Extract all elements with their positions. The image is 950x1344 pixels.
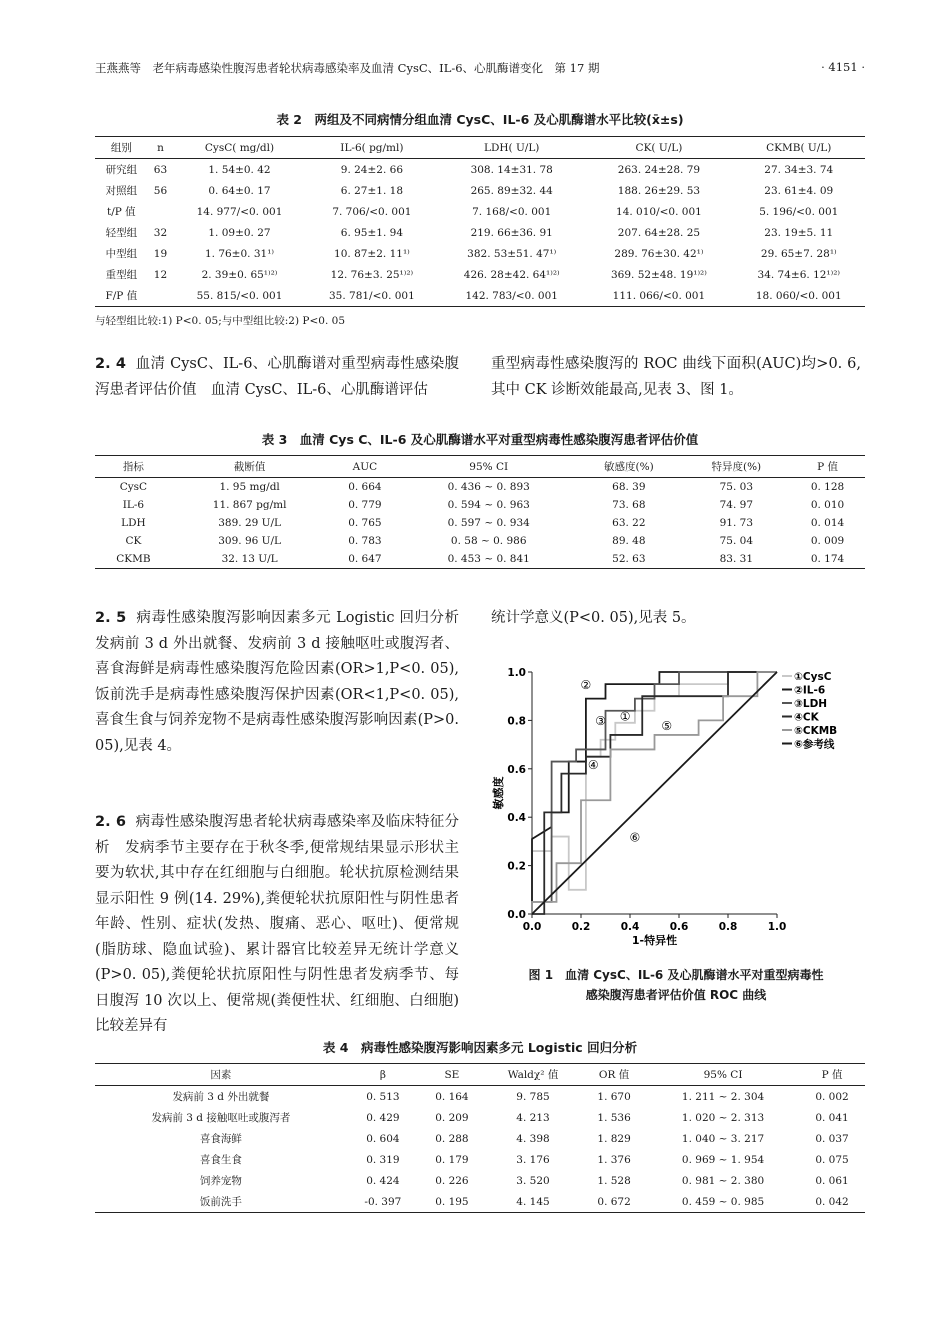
table3-cell: CKMB [95, 550, 172, 569]
table3-cell: 0. 594 ~ 0. 963 [447, 499, 530, 511]
table4-cell: 9. 785 [516, 1090, 550, 1103]
table4-cell: 0. 209 [435, 1111, 469, 1124]
table2-row [95, 243, 865, 264]
table3-caption: 表 3 血清 Cys C、IL-6 及心肌酶谱水平对重型病毒性感染腹泻患者评估价值 [261, 432, 699, 447]
legend-entry: ⑤CKMB [794, 725, 838, 737]
table4-cell: 发病前 3 d 外出就餐 [172, 1091, 270, 1103]
table3-cell: 74. 97 [719, 499, 754, 511]
table2-row [95, 264, 865, 285]
table3-cell: 0. 128 [810, 481, 845, 493]
table2-cell: 研究组 [105, 164, 138, 176]
table3-cell: CysC [119, 481, 148, 493]
table3-cell: 0. 647 [327, 550, 402, 569]
table2-cell [148, 201, 174, 222]
table2-row [95, 180, 865, 201]
table4-cell: 1. 211 ~ 2. 304 [681, 1090, 765, 1103]
table2-cell: 7. 168/<0. 001 [472, 205, 552, 218]
table3-cell: 0. 436 ~ 0. 893 [447, 481, 530, 493]
table4-cell: 4. 398 [516, 1132, 550, 1145]
table2-header-cell: CysC( mg/dl) [173, 137, 305, 159]
table3 [95, 455, 865, 569]
table4-header-cell: SE [419, 1064, 485, 1086]
table4-row [95, 1128, 865, 1149]
table4-header-cell: 因素 [95, 1064, 347, 1086]
table2-header-cell: CKMB( U/L) [733, 137, 865, 159]
table4-cell: 0. 037 [815, 1132, 849, 1145]
table3-row [95, 550, 865, 569]
table2-cell: 29. 65±7. 28¹⁾ [760, 247, 837, 260]
table4-cell: 0. 061 [815, 1174, 849, 1187]
table4-cell: -0. 397 [347, 1191, 419, 1213]
table2-cell: 308. 14±31. 78 [470, 163, 553, 176]
table2-cell: 2. 39±0. 65¹⁾²⁾ [201, 268, 278, 281]
roc-series-marker: ④ [587, 757, 599, 772]
table3-header-cell: 指标 [95, 456, 172, 478]
table2-row [95, 285, 865, 307]
table4-header-cell: β [347, 1064, 419, 1086]
legend-entry: ③LDH [794, 698, 828, 710]
table4-cell: 发病前 3 d 接触呕吐或腹泻者 [151, 1112, 291, 1124]
table2-cell: 14. 977/<0. 001 [196, 205, 283, 218]
figure1-caption-line1: 图 1 血清 CysC、IL-6 及心肌酶谱水平对重型病毒性 [528, 968, 824, 982]
section-2-5 [95, 606, 474, 759]
table2-cell: 111. 066/<0. 001 [585, 285, 732, 307]
table4-cell: 0. 513 [366, 1090, 400, 1103]
table3-cell: 0. 014 [810, 517, 845, 529]
y-tick-label: 0.6 [507, 763, 526, 776]
section-2-5-text: 病毒性感染腹泻影响因素多元 Logistic 回归分析 发病前 3 d 外出就餐、发病前 3 d 接触呕吐或腹泻者、喜食海鲜是病毒性感染腹泻危险因素(OR>1,P<0. 05),饭前洗手是病毒性感染腹泻保护因素(OR<1,P<0. 05),喜食生食与饲养宠物不是病毒性感染腹泻影响因素(P>0. 05),见表 4。 [95, 610, 474, 754]
table3-header-cell: 敏感度(%) [575, 456, 682, 478]
table2-cell: 265. 89±32. 44 [470, 184, 553, 197]
table2-cell: 6. 27±1. 18 [340, 184, 403, 197]
table4-cell: 4. 213 [516, 1111, 550, 1124]
table2-cell: 289. 76±30. 42¹⁾ [614, 247, 704, 260]
section-2-6 [95, 810, 459, 1040]
table2-cell: 23. 61±4. 09 [764, 184, 834, 197]
table4-cell: 1. 376 [597, 1153, 631, 1166]
figure1-roc-chart [490, 658, 860, 958]
table4-cell: 0. 226 [435, 1174, 469, 1187]
table2-cell: 27. 34±3. 74 [764, 163, 834, 176]
table4-row [95, 1107, 865, 1128]
table4-cell: 1. 670 [597, 1090, 631, 1103]
table4-cell: 1. 020 ~ 2. 313 [681, 1111, 765, 1124]
table2-cell: F/P 值 [95, 285, 148, 307]
table2-cell: 18. 060/<0. 001 [733, 285, 865, 307]
table3-header-cell: 95% CI [402, 456, 575, 478]
legend-entry: ⑥参考线 [794, 738, 835, 751]
table4-cell: 0. 319 [366, 1153, 400, 1166]
table4-cell: 0. 002 [815, 1090, 849, 1103]
table4-cell: 0. 195 [419, 1191, 485, 1213]
x-tick-label: 0.8 [718, 921, 738, 933]
table4-header-cell: OR 值 [581, 1064, 647, 1086]
table3-cell: 73. 68 [612, 499, 646, 511]
table4-cell: 1. 040 ~ 3. 217 [681, 1132, 765, 1145]
roc-series-marker: ② [580, 677, 592, 692]
table4-header-cell: Waldχ² 值 [485, 1064, 581, 1086]
table2-cell: 5. 196/<0. 001 [759, 205, 839, 218]
table4-header-cell: P 值 [799, 1064, 865, 1086]
table4-cell: 4. 145 [485, 1191, 581, 1213]
roc-series-marker: ⑤ [661, 719, 673, 734]
roc-series-marker: ① [619, 709, 631, 724]
table2-cell: 19 [153, 247, 168, 260]
y-tick-label: 0.8 [507, 715, 526, 728]
roc-series-marker: ⑥ [629, 830, 641, 845]
y-tick-label: 0.0 [507, 909, 526, 921]
table4-cell: 喜食海鲜 [199, 1133, 242, 1145]
table2-cell [148, 285, 174, 307]
table2-cell: 9. 24±2. 66 [340, 163, 403, 176]
table3-cell: 0. 597 ~ 0. 934 [447, 517, 530, 529]
table2-cell: 14. 010/<0. 001 [616, 205, 702, 218]
table2-cell: 426. 28±42. 64¹⁾²⁾ [463, 268, 560, 281]
table4-row [95, 1149, 865, 1170]
table4-cell: 0. 288 [435, 1132, 469, 1145]
table2-cell: 56 [153, 184, 168, 197]
table3-cell: 0. 779 [348, 499, 382, 511]
table3-cell: 63. 22 [612, 517, 646, 529]
table2-row [95, 201, 865, 222]
y-tick-label: 1.0 [507, 667, 526, 679]
table2-cell: 7. 706/<0. 001 [332, 205, 412, 218]
table2-cell: 1. 54±0. 42 [208, 163, 271, 176]
table4-cell: 1. 536 [597, 1111, 631, 1124]
table2-cell: 1. 09±0. 27 [208, 226, 271, 239]
table4-row [95, 1170, 865, 1191]
table2-cell: 142. 783/<0. 001 [438, 285, 585, 307]
x-tick-label: 0.6 [669, 921, 689, 933]
table2-cell: 382. 53±51. 47¹⁾ [467, 247, 557, 260]
roc-series-marker: ③ [595, 714, 606, 729]
table4-cell: 3. 176 [516, 1153, 550, 1166]
table2-cell: 0. 64±0. 17 [208, 184, 271, 197]
table2-cell: 12. 76±3. 25¹⁾²⁾ [330, 268, 414, 281]
table3-header-cell: AUC [327, 456, 402, 478]
table2-header-cell: LDH( U/L) [438, 137, 585, 159]
figure1-caption-line2: 感染腹泻患者评估价值 ROC 曲线 [585, 988, 767, 1002]
section-2-6-text: 病毒性感染腹泻患者轮状病毒感染率及临床特征分析 发病季节主要存在于秋冬季,便常规结果显示形状主要为软状,其中存在红细胞与白细胞。轮状抗原检测结果显示阳性 9 例(14. 29%),粪便轮状抗原阳性与阴性患者年龄、性别、症状(发热、腹痛、恶心、呕吐)、便常规(脂肪球、隐血试验)、累计器官比较差异无统计学意义(P>0. 05),粪便轮状抗原阳性与阴性患者发病季节、每日腹泻 10 次以上、便常规(粪便性状、红细胞、白细胞)比较差异有 [95, 814, 459, 1034]
figure1-caption [491, 965, 861, 1005]
table3-cell: LDH [121, 517, 146, 529]
table2-header-cell: 组别 [95, 137, 148, 159]
table3-cell: 75. 03 [719, 481, 754, 493]
table3-cell: 1. 95 mg/dl [219, 481, 280, 493]
table2-row [95, 159, 865, 181]
table2-cell: 1. 76±0. 31¹⁾ [204, 247, 274, 260]
legend-entry: ②IL-6 [794, 684, 826, 697]
table4-cell: 0. 604 [366, 1132, 400, 1145]
table2-note: 与轻型组比较:1) P<0. 05;与中型组比较:2) P<0. 05 [95, 315, 345, 327]
table4-cell: 0. 179 [435, 1153, 469, 1166]
table4-cell: 0. 429 [366, 1111, 400, 1124]
table3-row [95, 496, 865, 514]
table4-cell: 0. 042 [799, 1191, 865, 1213]
table4-cell: 喜食生食 [199, 1154, 242, 1166]
table3-header-cell: 截断值 [172, 456, 328, 478]
table4-row [95, 1086, 865, 1108]
table4-cell: 饲养宠物 [199, 1175, 242, 1187]
table2-cell: 207. 64±28. 25 [617, 226, 701, 239]
table2 [95, 136, 865, 307]
y-tick-label: 0.4 [507, 812, 526, 825]
table4-cell: 饭前洗手 [95, 1191, 347, 1213]
table3-cell: IL-6 [122, 499, 145, 511]
table4-cell: 0. 969 ~ 1. 954 [681, 1153, 765, 1166]
section-2-5-number: 2. 5 [95, 610, 127, 626]
table3-cell: 75. 04 [719, 535, 754, 547]
table3-cell: 0. 010 [810, 499, 845, 511]
section-2-4-left [95, 352, 459, 403]
table3-cell: 389. 29 U/L [218, 517, 282, 529]
x-tick-label: 0.0 [522, 921, 542, 933]
table3-cell: 0. 453 ~ 0. 841 [402, 550, 575, 569]
table4-cell: 0. 672 [581, 1191, 647, 1213]
table3-header-cell: 特异度(%) [683, 456, 790, 478]
table2-cell: 219. 66±36. 91 [470, 226, 553, 239]
table2-cell: 34. 74±6. 12¹⁾²⁾ [757, 268, 841, 281]
table2-cell: 10. 87±2. 11¹⁾ [334, 247, 410, 260]
table2-cell: 32 [153, 226, 168, 239]
table2-cell: 188. 26±29. 53 [617, 184, 701, 197]
section-2-6-number: 2. 6 [95, 814, 126, 830]
table2-cell: 对照组 [105, 185, 138, 197]
table3-row [95, 532, 865, 550]
table2-cell: 23. 19±5. 11 [764, 226, 834, 239]
table3-cell: 52. 63 [575, 550, 682, 569]
table3-cell: 89. 48 [612, 535, 646, 547]
table3-cell: 0. 58 ~ 0. 986 [450, 535, 527, 547]
section-2-4-number: 2. 4 [95, 356, 126, 372]
table2-cell: 12 [153, 268, 168, 281]
table2-cell: 6. 95±1. 94 [340, 226, 403, 239]
table2-cell: 55. 815/<0. 001 [173, 285, 305, 307]
x-tick-label: 1.0 [767, 921, 787, 933]
y-tick-label: 0.2 [507, 860, 526, 873]
table4-cell: 1. 528 [597, 1174, 631, 1187]
table3-cell: 91. 73 [719, 517, 754, 529]
table3-row [95, 514, 865, 532]
x-tick-label: 0.4 [620, 921, 640, 933]
table4-cell: 3. 520 [516, 1174, 550, 1187]
legend-entry: ①CysC [794, 671, 832, 683]
table3-cell: CK [125, 535, 142, 547]
table3-cell: 0. 009 [810, 535, 845, 547]
table4-cell: 0. 981 ~ 2. 380 [681, 1174, 765, 1187]
table4 [95, 1063, 865, 1213]
y-axis-label: 敏感度 [492, 776, 505, 810]
table3-cell: 0. 765 [348, 517, 382, 529]
table3-cell: 83. 31 [683, 550, 790, 569]
section-2-4-text: 血清 CysC、IL-6、心肌酶谱对重型病毒性感染腹泻患者评估价值 血清 CysC、IL-6、心肌酶谱评估 [95, 356, 459, 398]
table3-cell: 32. 13 U/L [172, 550, 328, 569]
table2-cell: 重型组 [105, 269, 138, 281]
table3-cell: 309. 96 U/L [218, 535, 282, 547]
table2-cell: 263. 24±28. 79 [617, 163, 701, 176]
table4-cell: 0. 459 ~ 0. 985 [647, 1191, 799, 1213]
table3-cell: 68. 39 [612, 481, 646, 493]
table4-cell: 0. 075 [815, 1153, 849, 1166]
table3-row [95, 478, 865, 497]
table4-header-cell: 95% CI [647, 1064, 799, 1086]
table4-cell: 0. 424 [366, 1174, 400, 1187]
table3-cell: 11. 867 pg/ml [212, 499, 287, 511]
table2-header-cell: n [148, 137, 174, 159]
table2-cell: t/P 值 [107, 206, 136, 218]
page-number: · 4151 · [821, 60, 865, 74]
table2-row [95, 222, 865, 243]
table3-cell: 0. 783 [348, 535, 382, 547]
running-header [95, 60, 865, 76]
x-axis-label: 1-特异性 [631, 934, 678, 947]
table4-caption: 表 4 病毒性感染腹泻影响因素多元 Logistic 回归分析 [322, 1040, 638, 1055]
x-tick-label: 0.2 [571, 921, 591, 933]
table2-header-cell: IL-6( pg/ml) [306, 137, 438, 159]
table4-row [95, 1191, 865, 1213]
header-title: 王燕燕等 老年病毒感染性腹泻患者轮状病毒感染率及血清 CysC、IL-6、心肌酶谱变化 第 17 期 [95, 61, 600, 75]
table4-cell: 0. 041 [815, 1111, 849, 1124]
table2-cell: 63 [153, 163, 168, 176]
table2-cell: 369. 52±48. 19¹⁾²⁾ [610, 268, 707, 281]
table2-caption: 表 2 两组及不同病情分组血清 CysC、IL-6 及心肌酶谱水平比较(x̄±s) [276, 112, 684, 127]
section-2-6-continued: 统计学意义(P<0. 05),见表 5。 [491, 610, 696, 626]
table2-header-cell: CK( U/L) [585, 137, 732, 159]
legend-entry: ④CK [794, 711, 819, 724]
table2-cell: 中型组 [105, 248, 138, 260]
table2-cell: 35. 781/<0. 001 [306, 285, 438, 307]
section-2-4-right: 重型病毒性感染腹泻的 ROC 曲线下面积(AUC)均>0. 6,其中 CK 诊断效能最高,见表 3、图 1。 [491, 356, 861, 398]
table2-cell: 轻型组 [105, 227, 138, 239]
table4-cell: 0. 164 [435, 1090, 469, 1103]
table3-cell: 0. 664 [348, 481, 382, 493]
table3-header-cell: P 值 [790, 456, 865, 478]
table3-cell: 0. 174 [790, 550, 865, 569]
table4-cell: 1. 829 [597, 1132, 631, 1145]
